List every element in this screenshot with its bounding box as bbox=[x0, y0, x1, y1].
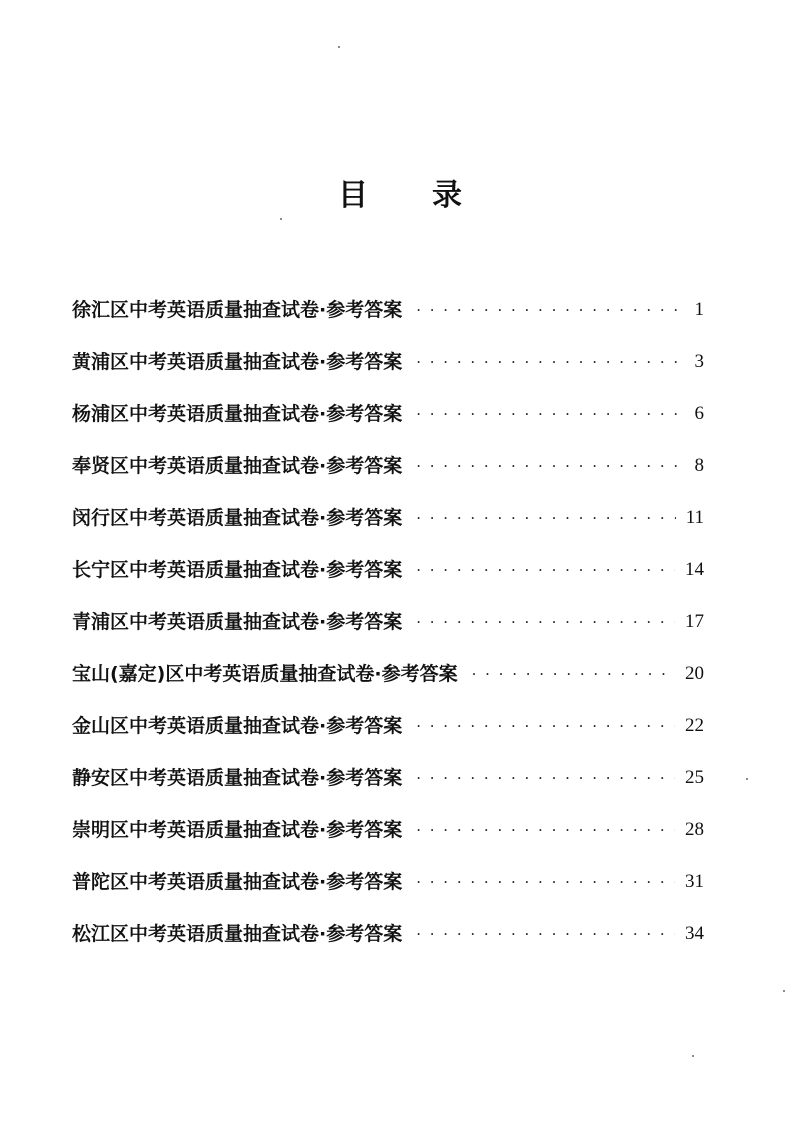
toc-entry[interactable] bbox=[72, 278, 704, 330]
toc-entry[interactable] bbox=[72, 642, 704, 694]
toc-entry-label: 黄浦区中考英语质量抽查试卷·参考答案 bbox=[72, 351, 403, 373]
toc-entry-label: 宝山(嘉定)区中考英语质量抽查试卷·参考答案 bbox=[72, 663, 458, 685]
toc-dot-leader bbox=[416, 810, 675, 850]
toc-entry[interactable] bbox=[72, 694, 704, 746]
toc-page-number: 22 bbox=[685, 715, 704, 736]
toc-page-number: 34 bbox=[685, 923, 704, 944]
toc-entry-label: 徐汇区中考英语质量抽查试卷·参考答案 bbox=[72, 299, 403, 321]
toc-entry-label: 普陀区中考英语质量抽查试卷·参考答案 bbox=[72, 871, 403, 893]
scan-speck bbox=[692, 1055, 694, 1057]
toc-page-number: 17 bbox=[685, 611, 704, 632]
toc-entry-label: 崇明区中考英语质量抽查试卷·参考答案 bbox=[72, 819, 403, 841]
toc-dot-leader bbox=[416, 498, 675, 538]
page-title: 目录 bbox=[338, 178, 526, 213]
toc-entry[interactable] bbox=[72, 382, 704, 434]
toc-entry-label: 长宁区中考英语质量抽查试卷·参考答案 bbox=[72, 559, 403, 581]
toc-entry[interactable] bbox=[72, 330, 704, 382]
toc-entry[interactable] bbox=[72, 590, 704, 642]
toc-page-number: 11 bbox=[685, 507, 704, 528]
toc-page-number: 25 bbox=[685, 767, 704, 788]
toc-dot-leader bbox=[416, 550, 675, 590]
scan-speck bbox=[338, 46, 340, 48]
toc-page-number: 20 bbox=[685, 663, 704, 684]
toc-entry[interactable] bbox=[72, 434, 704, 486]
scan-speck bbox=[783, 990, 785, 992]
toc-dot-leader bbox=[416, 862, 675, 902]
scan-speck bbox=[280, 218, 282, 220]
toc-page-number: 14 bbox=[685, 559, 704, 580]
toc-dot-leader bbox=[416, 394, 678, 434]
toc-dot-leader bbox=[416, 602, 675, 642]
scan-speck bbox=[746, 778, 748, 780]
toc-entry-label: 闵行区中考英语质量抽查试卷·参考答案 bbox=[72, 507, 403, 529]
toc-page-number: 28 bbox=[685, 819, 704, 840]
toc-entry[interactable] bbox=[72, 746, 704, 798]
toc-page-number: 31 bbox=[685, 871, 704, 892]
toc-entry-label: 青浦区中考英语质量抽查试卷·参考答案 bbox=[72, 611, 403, 633]
toc-dot-leader bbox=[472, 654, 675, 694]
toc-entry-label: 静安区中考英语质量抽查试卷·参考答案 bbox=[72, 767, 403, 789]
toc-entry[interactable] bbox=[72, 798, 704, 850]
toc-dot-leader bbox=[416, 706, 675, 746]
toc-entry-label: 松江区中考英语质量抽查试卷·参考答案 bbox=[72, 923, 403, 945]
toc-entry[interactable] bbox=[72, 538, 704, 590]
toc-entry[interactable] bbox=[72, 850, 704, 902]
toc-entry[interactable] bbox=[72, 486, 704, 538]
toc-dot-leader bbox=[416, 914, 675, 954]
toc-dot-leader bbox=[416, 290, 678, 330]
toc-entry-label: 杨浦区中考英语质量抽查试卷·参考答案 bbox=[72, 403, 403, 425]
toc-page-number: 1 bbox=[694, 299, 704, 320]
toc-page-number: 3 bbox=[694, 351, 704, 372]
toc-dot-leader bbox=[416, 446, 678, 486]
toc-page-number: 6 bbox=[694, 403, 704, 424]
toc-dot-leader bbox=[416, 342, 678, 382]
toc-dot-leader bbox=[416, 758, 675, 798]
toc-entry-label: 奉贤区中考英语质量抽查试卷·参考答案 bbox=[72, 455, 403, 477]
toc-entry[interactable] bbox=[72, 902, 704, 954]
toc-entry-label: 金山区中考英语质量抽查试卷·参考答案 bbox=[72, 715, 403, 737]
toc-page-number: 8 bbox=[694, 455, 704, 476]
table-of-contents bbox=[72, 278, 704, 954]
